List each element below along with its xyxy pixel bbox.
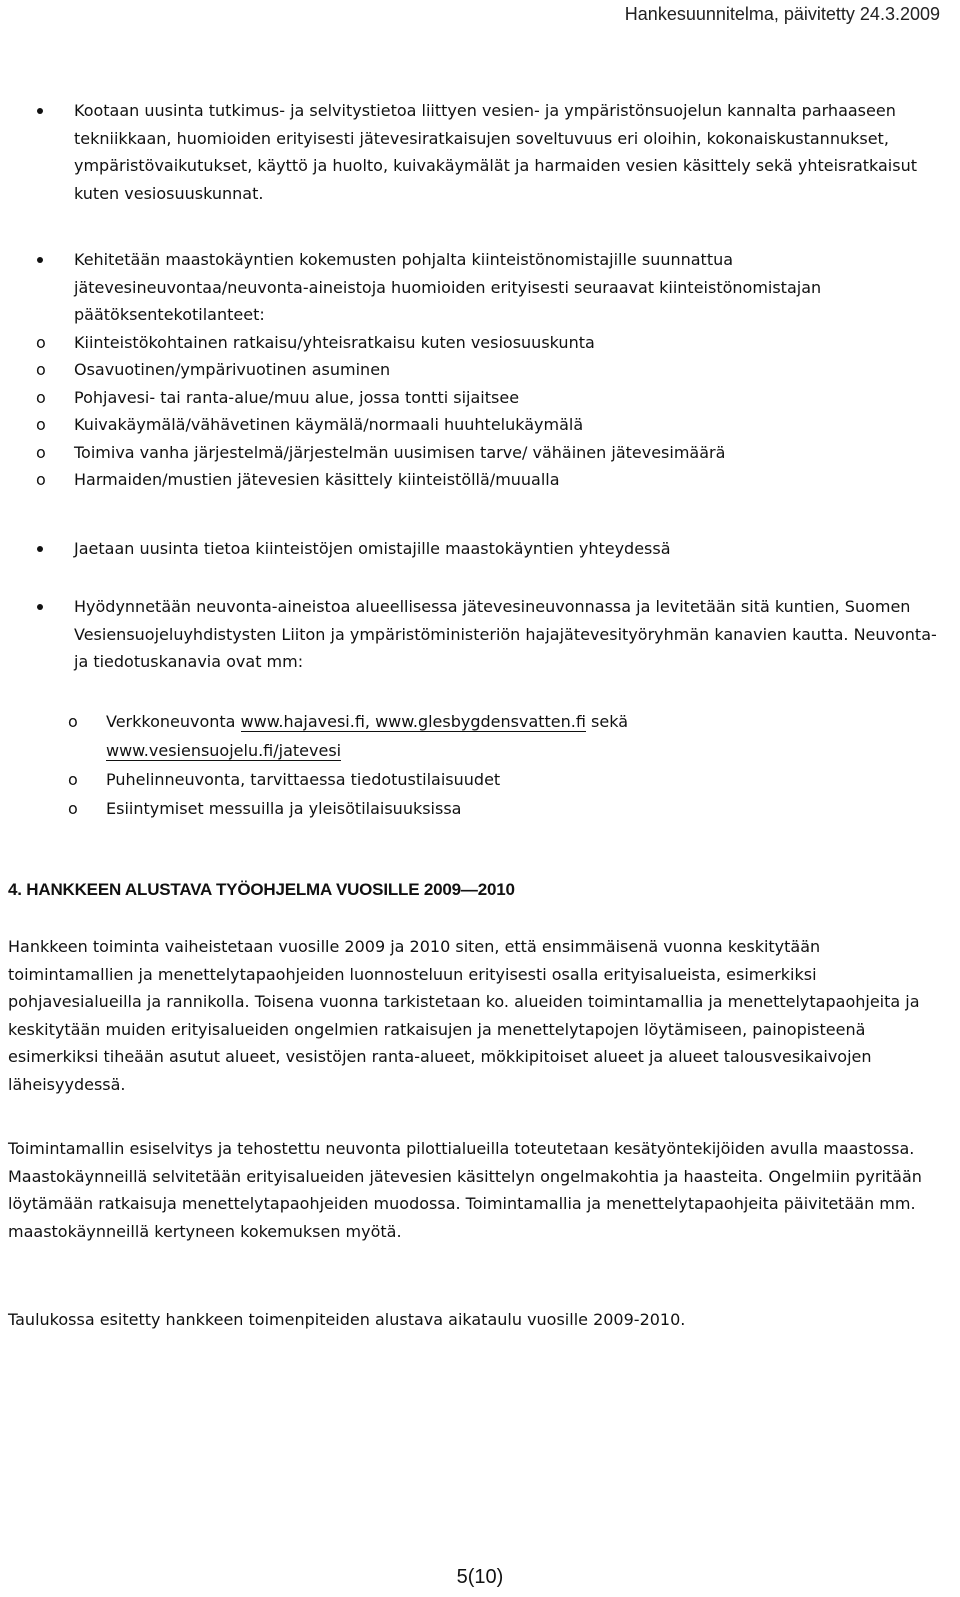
- bullet-item: [74, 535, 946, 563]
- decision-situations-list: [36, 329, 946, 494]
- bullet-text: Kootaan uusinta tutkimus- ja selvitystietoa liittyen vesien- ja ympäristönsuojelun kannalta parhaaseen tekniikkaan, huomioiden erityisesti jätevesiratkaisujen soveltuvuus eri oloihin, kokonaiskustannukset, ympäristövaikutukset, käyttö ja huolto, kuivakäymälät ja harmaiden vesien käsittely sekä yhteisratkaisut kuten vesiosuuskunnat.: [74, 101, 917, 203]
- bullet-item: [74, 97, 946, 207]
- body-paragraph: Toimintamallin esiselvitys ja tehostettu neuvonta pilottialueilla toteutetaan kesätyöntekijöiden avulla maastossa. Maastokäynneillä selvitetään erityisalueiden jätevesien käsittelyn ongelmakohtia ja haasteita. Ongelmiin pyritään löytämään ratkaisuja menettelytapaohjeiden muodossa. Toimintamallia ja menettelytapaohjeita päivitetään mm. maastokäynneillä kertyneen kokemuksen myötä.: [8, 1139, 922, 1241]
- list-item: o Kuivakäymälä/vähävetinen käymälä/normaali huuhtelukäymälä: [2, 411, 946, 439]
- bullet-text: Hyödynnetään neuvonta-aineistoa alueellisessa jätevesineuvonnassa ja levitetään sitä kuntien, Suomen Vesiensuojeluyhdistysten Liiton ja ympäristöministeriön hajajätevesityöryhmän kanavien kautta. Neuvonta- ja tiedotuskanavia ovat mm:: [74, 597, 937, 671]
- circle-bullet-icon: o: [36, 470, 46, 489]
- body-paragraph: Taulukossa esitetty hankkeen toimenpiteiden alustava aikataulu vuosille 2009-2010.: [8, 1310, 686, 1329]
- list-item: o Osavuotinen/ympärivuotinen asuminen: [2, 356, 946, 384]
- list-item: o Puhelinneuvonta, tarvittaessa tiedotustilaisuudet: [0, 765, 834, 794]
- bullet-item: [36, 246, 946, 494]
- circle-bullet-icon: o: [68, 712, 78, 731]
- circle-bullet-icon: o: [68, 799, 78, 818]
- list-item: o Toimiva vanha järjestelmä/järjestelmän uusimisen tarve/ vähäinen jätevesimäärä: [2, 439, 946, 467]
- bullet-dot-icon: [37, 546, 43, 552]
- circle-bullet-icon: o: [36, 387, 46, 407]
- page-number: 5(10): [456, 1566, 504, 1588]
- bullet-dot-icon: [37, 257, 43, 263]
- circle-bullet-icon: o: [36, 415, 46, 434]
- bullet-item: [74, 593, 946, 676]
- circle-bullet-icon: o: [36, 332, 46, 352]
- page-header: Hankesuunnitelma, päivitetty 24.3.2009: [624, 4, 940, 24]
- list-item: o Kiinteistökohtainen ratkaisu/yhteisratkaisu kuten vesiosuuskunta: [2, 329, 946, 357]
- link-hajavesi-glesbygden[interactable]: www.hajavesi.fi, www.glesbygdensvatten.fi: [240, 712, 586, 731]
- list-item: o Harmaiden/mustien jätevesien käsittely kiinteistöllä/muualla: [2, 466, 946, 494]
- circle-bullet-icon: o: [36, 360, 46, 379]
- list-item: o Verkkoneuvonta www.hajavesi.fi, www.glesbygdensvatten.fi sekä www.vesiensuojelu.fi/jatevesi: [0, 707, 834, 765]
- bullet-dot-icon: [37, 108, 43, 114]
- body-paragraph: Hankkeen toiminta vaiheistetaan vuosille 2009 ja 2010 siten, että ensimmäisenä vuonna keskitytään toimintamallien ja menettelytapaohjeiden luonnosteluun erityisesti osalla erityisalueista, esimerkiksi pohjavesialueilla ja rannikolla. Toisena vuonna tarkistetaan ko. alueiden toimintamallia ja menettelytapaohjeita ja keskitytään muiden erityisalueiden ongelmien ratkaisujen ja menettelytapojen löytämiseen, painopisteenä esimerkiksi tiheään asutut alueet, vesistöjen ranta-alueet, mökkipitoiset alueet ja alueet talousvesikaivojen läheisyydessä.: [8, 937, 920, 1094]
- section-heading: 4. HANKKEEN ALUSTAVA TYÖOHJELMA VUOSILLE 2009—2010: [8, 880, 515, 899]
- circle-bullet-icon: o: [68, 770, 78, 789]
- bullet-dot-icon: [37, 604, 43, 610]
- link-vesiensuojelu[interactable]: www.vesiensuojelu.fi/jatevesi: [106, 741, 342, 760]
- list-item: o Esiintymiset messuilla ja yleisötilaisuuksissa: [0, 794, 834, 823]
- circle-bullet-icon: o: [36, 442, 46, 462]
- bullet-text: Jaetaan uusinta tietoa kiinteistöjen omistajille maastokäyntien yhteydessä: [74, 539, 671, 558]
- bullet-text: Kehitetään maastokäyntien kokemusten pohjalta kiinteistönomistajille suunnattua jätevesineuvontaa/neuvonta-aineistoja huomioiden erityisesti seuraavat kiinteistönomistajan päätöksentekotilanteet:: [74, 250, 822, 324]
- list-item: o Pohjavesi- tai ranta-alue/muu alue, jossa tontti sijaitsee: [2, 384, 946, 412]
- channels-list: [68, 707, 834, 823]
